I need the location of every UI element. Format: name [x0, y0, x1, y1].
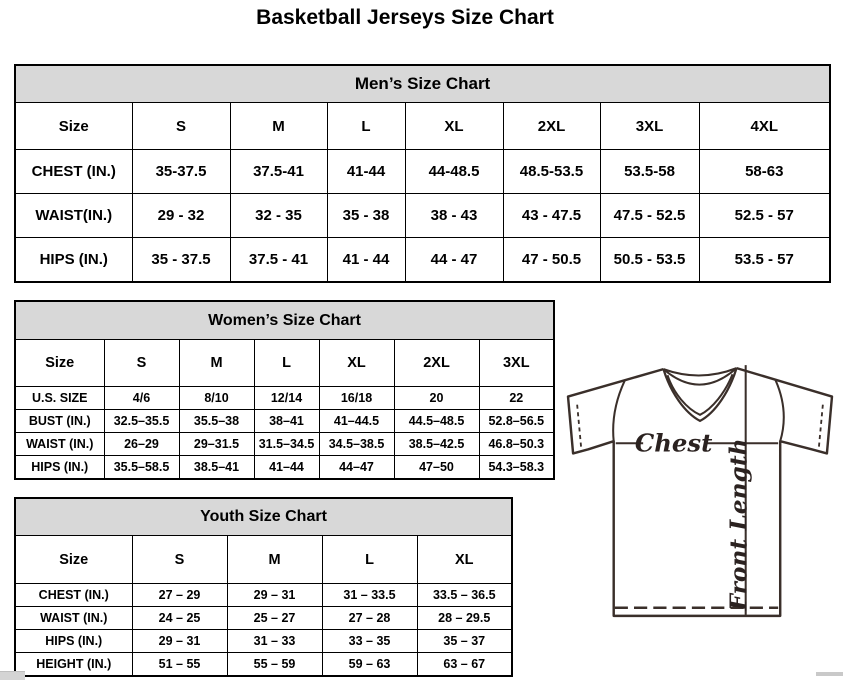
womens-us-size-row: [15, 387, 554, 410]
womens-col-header-l: L: [254, 340, 319, 387]
value-cell: 37.5-41: [230, 150, 327, 194]
value-cell: 54.3–58.3: [479, 456, 554, 480]
value-cell: 48.5-53.5: [503, 150, 600, 194]
value-cell: 53.5-58: [600, 150, 699, 194]
value-cell: 38–41: [254, 410, 319, 433]
chest-label: Chest: [634, 428, 713, 458]
value-cell: 24 – 25: [132, 607, 227, 630]
womens-waist-row: [15, 433, 554, 456]
youth-col-header-xl: XL: [417, 536, 512, 584]
jersey-outline: [568, 368, 832, 616]
womens-column-header-row: [15, 340, 554, 387]
mens-col-header-3xl: 3XL: [600, 103, 699, 150]
value-cell: 44-48.5: [405, 150, 503, 194]
value-cell: 29–31.5: [179, 433, 254, 456]
value-cell: 35-37.5: [132, 150, 230, 194]
womens-hips-row: [15, 456, 554, 480]
value-cell: 52.8–56.5: [479, 410, 554, 433]
mens-waist-row: [15, 194, 830, 238]
value-cell: 63 – 67: [417, 653, 512, 677]
value-cell: 35.5–38: [179, 410, 254, 433]
youth-height-row: [15, 653, 512, 677]
value-cell: 8/10: [179, 387, 254, 410]
row-label-cell: WAIST (IN.): [15, 607, 132, 630]
value-cell: 20: [394, 387, 479, 410]
row-label-cell: CHEST (IN.): [15, 150, 132, 194]
youth-col-header-l: L: [322, 536, 417, 584]
value-cell: 55 – 59: [227, 653, 322, 677]
womens-col-header-2xl: 2XL: [394, 340, 479, 387]
value-cell: 33.5 – 36.5: [417, 584, 512, 607]
value-cell: 12/14: [254, 387, 319, 410]
youth-chart-title: Youth Size Chart: [15, 498, 512, 536]
jersey-armhole-right: [775, 379, 784, 441]
row-label-cell: HIPS (IN.): [15, 238, 132, 283]
jersey-collar-arc-top: [663, 368, 736, 375]
value-cell: 47.5 - 52.5: [600, 194, 699, 238]
womens-chart-title-row: [15, 301, 554, 340]
value-cell: 35 - 38: [327, 194, 405, 238]
value-cell: 34.5–38.5: [319, 433, 394, 456]
value-cell: 28 – 29.5: [417, 607, 512, 630]
mens-size-chart-table: [14, 64, 831, 283]
jersey-cuff-dashed-left: [577, 405, 581, 449]
mens-chart-title: Men’s Size Chart: [15, 65, 830, 103]
row-label-cell: BUST (IN.): [15, 410, 104, 433]
value-cell: 35 - 37.5: [132, 238, 230, 283]
page-title: Basketball Jerseys Size Chart: [256, 6, 554, 29]
mens-col-header-4xl: 4XL: [699, 103, 830, 150]
value-cell: 51 – 55: [132, 653, 227, 677]
value-cell: 31 – 33.5: [322, 584, 417, 607]
value-cell: 29 – 31: [132, 630, 227, 653]
value-cell: 4/6: [104, 387, 179, 410]
jersey-measurement-diagram: [560, 360, 840, 626]
value-cell: 38 - 43: [405, 194, 503, 238]
youth-chart-title-row: [15, 498, 512, 536]
value-cell: 38.5–41: [179, 456, 254, 480]
youth-chest-row: [15, 584, 512, 607]
row-label-cell: CHEST (IN.): [15, 584, 132, 607]
value-cell: 41 - 44: [327, 238, 405, 283]
scrollbar-fragment-right[interactable]: [816, 672, 843, 676]
jersey-cuff-dashed-right: [819, 405, 823, 449]
value-cell: 29 - 32: [132, 194, 230, 238]
row-label-cell: WAIST(IN.): [15, 194, 132, 238]
value-cell: 44.5–48.5: [394, 410, 479, 433]
womens-col-header-s: S: [104, 340, 179, 387]
womens-size-chart-table: [14, 300, 555, 480]
value-cell: 22: [479, 387, 554, 410]
youth-hips-row: [15, 630, 512, 653]
value-cell: 47 - 50.5: [503, 238, 600, 283]
womens-chart-title: Women’s Size Chart: [15, 301, 554, 340]
value-cell: 25 – 27: [227, 607, 322, 630]
value-cell: 58-63: [699, 150, 830, 194]
value-cell: 53.5 - 57: [699, 238, 830, 283]
value-cell: 50.5 - 53.5: [600, 238, 699, 283]
womens-col-header-m: M: [179, 340, 254, 387]
womens-col-header-3xl: 3XL: [479, 340, 554, 387]
row-label-cell: U.S. SIZE: [15, 387, 104, 410]
youth-col-header-s: S: [132, 536, 227, 584]
value-cell: 33 – 35: [322, 630, 417, 653]
value-cell: 52.5 - 57: [699, 194, 830, 238]
value-cell: 44 - 47: [405, 238, 503, 283]
mens-col-header-size: Size: [15, 103, 132, 150]
value-cell: 41–44.5: [319, 410, 394, 433]
value-cell: 16/18: [319, 387, 394, 410]
value-cell: 44–47: [319, 456, 394, 480]
value-cell: 47–50: [394, 456, 479, 480]
value-cell: 46.8–50.3: [479, 433, 554, 456]
value-cell: 41-44: [327, 150, 405, 194]
value-cell: 31.5–34.5: [254, 433, 319, 456]
front-length-label: Front Length: [724, 438, 753, 611]
womens-col-header-size: Size: [15, 340, 104, 387]
womens-col-header-xl: XL: [319, 340, 394, 387]
value-cell: 35.5–58.5: [104, 456, 179, 480]
youth-col-header-m: M: [227, 536, 322, 584]
youth-col-header-size: Size: [15, 536, 132, 584]
value-cell: 32.5–35.5: [104, 410, 179, 433]
mens-chest-row: [15, 150, 830, 194]
value-cell: 29 – 31: [227, 584, 322, 607]
value-cell: 38.5–42.5: [394, 433, 479, 456]
youth-size-chart-table: [14, 497, 513, 677]
row-label-cell: HEIGHT (IN.): [15, 653, 132, 677]
value-cell: 37.5 - 41: [230, 238, 327, 283]
jersey-vneck-inner: [668, 374, 733, 415]
value-cell: 35 – 37: [417, 630, 512, 653]
womens-bust-row: [15, 410, 554, 433]
jersey-armhole-left: [613, 380, 625, 441]
youth-column-header-row: [15, 536, 512, 584]
mens-hips-row: [15, 238, 830, 283]
row-label-cell: WAIST (IN.): [15, 433, 104, 456]
row-label-cell: HIPS (IN.): [15, 630, 132, 653]
row-label-cell: HIPS (IN.): [15, 456, 104, 480]
mens-col-header-xl: XL: [405, 103, 503, 150]
youth-waist-row: [15, 607, 512, 630]
mens-col-header-2xl: 2XL: [503, 103, 600, 150]
mens-column-header-row: [15, 103, 830, 150]
mens-col-header-l: L: [327, 103, 405, 150]
mens-chart-title-row: [15, 65, 830, 103]
value-cell: 27 – 28: [322, 607, 417, 630]
value-cell: 32 - 35: [230, 194, 327, 238]
mens-col-header-s: S: [132, 103, 230, 150]
value-cell: 31 – 33: [227, 630, 322, 653]
value-cell: 41–44: [254, 456, 319, 480]
value-cell: 43 - 47.5: [503, 194, 600, 238]
value-cell: 26–29: [104, 433, 179, 456]
value-cell: 27 – 29: [132, 584, 227, 607]
mens-col-header-m: M: [230, 103, 327, 150]
value-cell: 59 – 63: [322, 653, 417, 677]
